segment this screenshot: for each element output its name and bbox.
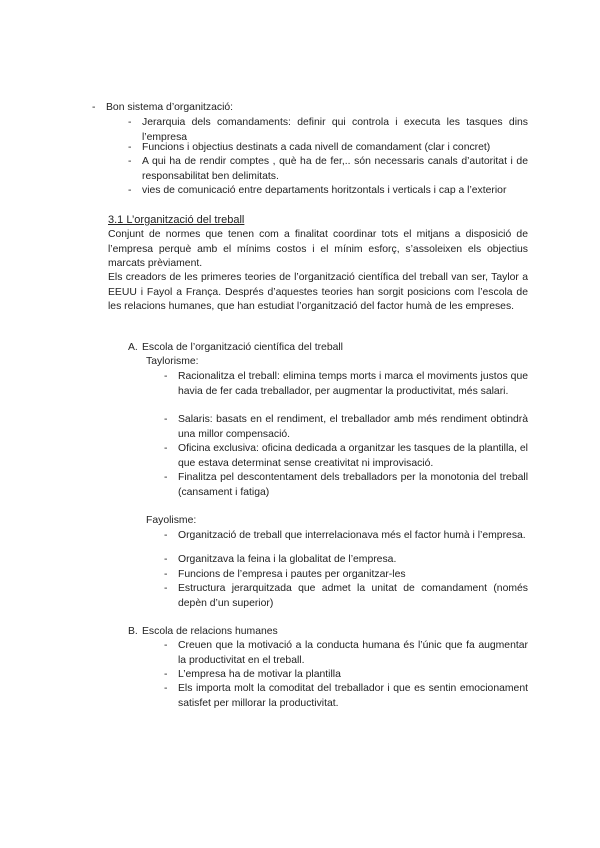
school-a-marker: A. [128,342,138,353]
taylorism-label: Taylorisme: [146,356,199,367]
intro-item: - A qui ha de rendir comptes , què ha de fer,.. són necessaris canals d’autoritat i de responsabilitat ben delimitats. [128,156,528,182]
school-a-title: Escola de l’organització científica del treball [142,342,343,353]
paragraph-creators: Els creadors de les primeres teories de l’organització científica del treball van ser, Taylor a EEUU i Fayol a França. Després d’aquestes teories han sorgit posicions com l’escola de les relacions humanes, que han estudiat l’organització del factor humà de les empreses. [108,272,528,312]
school-b-item: - Els importa molt la comoditat del treballador i que es sentin emocionament satisfet per millorar la productivitat. [164,683,528,709]
paragraph-definition: Conjunt de normes que tenen com a finalitat coordinar tots el mitjans a disposició de l’empresa perquè amb el mínims costos i el mínim esforç, s’assoleixen els objectius marcats prèviament. [108,229,528,269]
fayolism-item: - Estructura jerarquitzada que admet la unitat de comandament (només depèn d’un superior) [164,583,528,609]
fayolism-label: Fayolisme: [146,515,197,526]
school-b-item: - Creuen que la motivació a la conducta humana és l’únic que fa augmentar la productivitat en el treball. [164,640,528,666]
fayolism-item: - Funcions de l’empresa i pautes per organitzar-les [164,569,406,580]
intro-item: - vies de comunicació entre departaments horitzontals i verticals i cap a l’exterior [128,185,507,196]
taylorism-item: - Finalitza pel descontentament dels treballadors per la monotonia del treball (cansament i fatiga) [164,472,528,498]
taylorism-item: - Racionalitza el treball: elimina temps morts i marca el moviments justos que havia de fer cada treballador, per augmentar la productivitat, més salari. [164,371,528,397]
school-b-marker: B. [128,626,138,637]
school-b-heading [128,625,528,640]
intro-bullet-text: Bon sistema d’organització: [106,102,234,113]
school-a-heading [128,341,528,356]
intro-item: - Funcions i objectius destinats a cada nivell de comandament (clar i concret) [128,142,491,153]
section-heading: 3.1 L’organització del treball [108,214,245,226]
taylorism-item: - Salaris: basats en el rendiment, el treballador amb més rendiment obtindrà una millor compensació. [164,414,528,440]
taylorism-item: - Oficina exclusiva: oficina dedicada a organitzar les tasques de la plantilla, el que estava determinat sense creativitat ni improvisació. [164,443,528,469]
school-b-title: Escola de relacions humanes [142,626,278,637]
intro-bullet [92,101,528,116]
school-b-item: - L’empresa ha de motivar la plantilla [164,669,341,680]
intro-item: - Jerarquia dels comandaments: definir qui controla i executa les tasques dins l’empresa [128,117,528,143]
fayolism-item: - Organitzava la feina i la globalitat de l’empresa. [164,554,397,565]
fayolism-item: - Organització de treball que interrelacionava més el factor humà i l’empresa. [164,530,526,541]
bullet-dash: - [92,102,96,113]
